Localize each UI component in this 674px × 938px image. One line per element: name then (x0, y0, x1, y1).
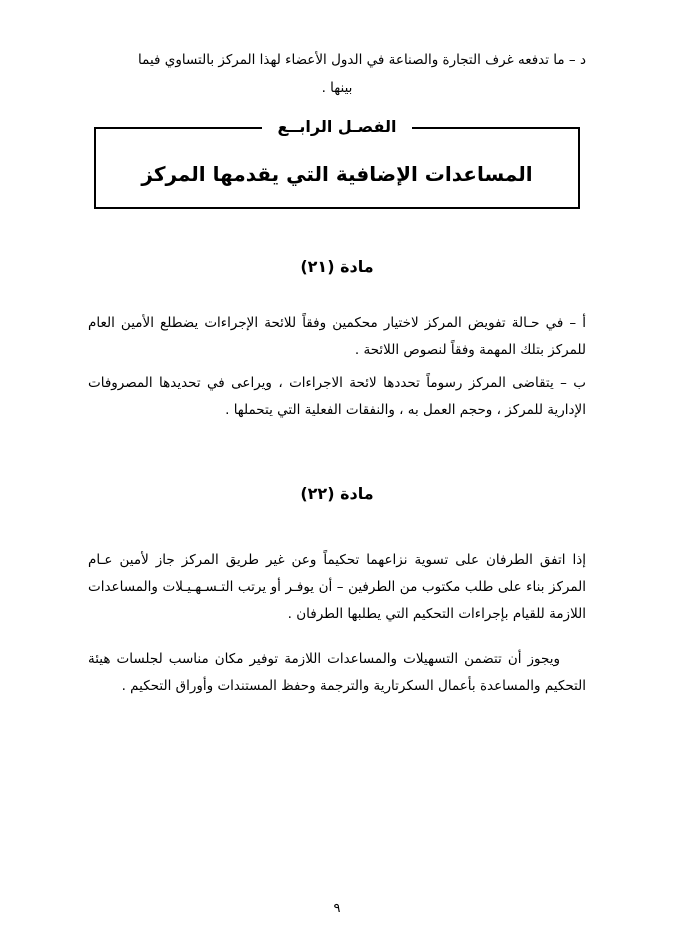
article-21-body (88, 310, 586, 424)
chapter-heading-box (94, 117, 580, 209)
article-21-item-a: أ – في حـالة تفويض المركز لاختيار محكمين وفقاً للائحة الإجراءات يضطلع الأمين العام للمركز بتلك المهمة وفقاً لنصوص اللائحة . (88, 315, 586, 359)
article-22-body (88, 547, 586, 700)
chapter-kicker-label: الفصـل الرابــع (262, 117, 413, 136)
chapter-kicker (96, 117, 578, 136)
intro-clause (88, 48, 586, 101)
chapter-title: المساعدات الإضافية التي يقدمها المركز (141, 162, 533, 187)
intro-clause-text: د – ما تدفعه غرف التجارة والصناعة في الدول الأعضاء لهذا المركز بالتساوي فيما (138, 52, 586, 68)
article-22-paragraph-1: إذا اتفق الطرفان على تسوية نزاعهما تحكيماً وعن غير طريق المركز جاز لأمين عـام المركز بناء على طلب مكتوب من الطرفين – أن يوفـر أو يرتب التـسـهـيـلات والمساعدات اللازمة للقيام بإجراءات التحكيم التي يطلبها الطرفان . (88, 552, 586, 623)
article-21-item-b: ب – يتقاضى المركز رسوماً تحددها لائحة الاجراءات ، ويراعى في تحديدها المصروفات الإدارية للمركز ، وحجم العمل به ، والنفقات الفعلية التي يتحملها . (88, 375, 586, 419)
article-21-heading: مادة (٢١) (300, 257, 374, 277)
page-number: ٩ (333, 901, 341, 916)
intro-clause-tail: بينها . (321, 79, 353, 96)
article-22-heading: مادة (٢٢) (300, 484, 374, 504)
page-content (88, 48, 586, 898)
article-22-paragraph-2: ويجوز أن تتضمن التسهيلات والمساعدات اللازمة توفير مكان مناسب لجلسات هيئة التحكيم والمساعدة بأعمال السكرتارية والترجمة وحفظ المستندات وأوراق التحكيم . (88, 651, 586, 695)
